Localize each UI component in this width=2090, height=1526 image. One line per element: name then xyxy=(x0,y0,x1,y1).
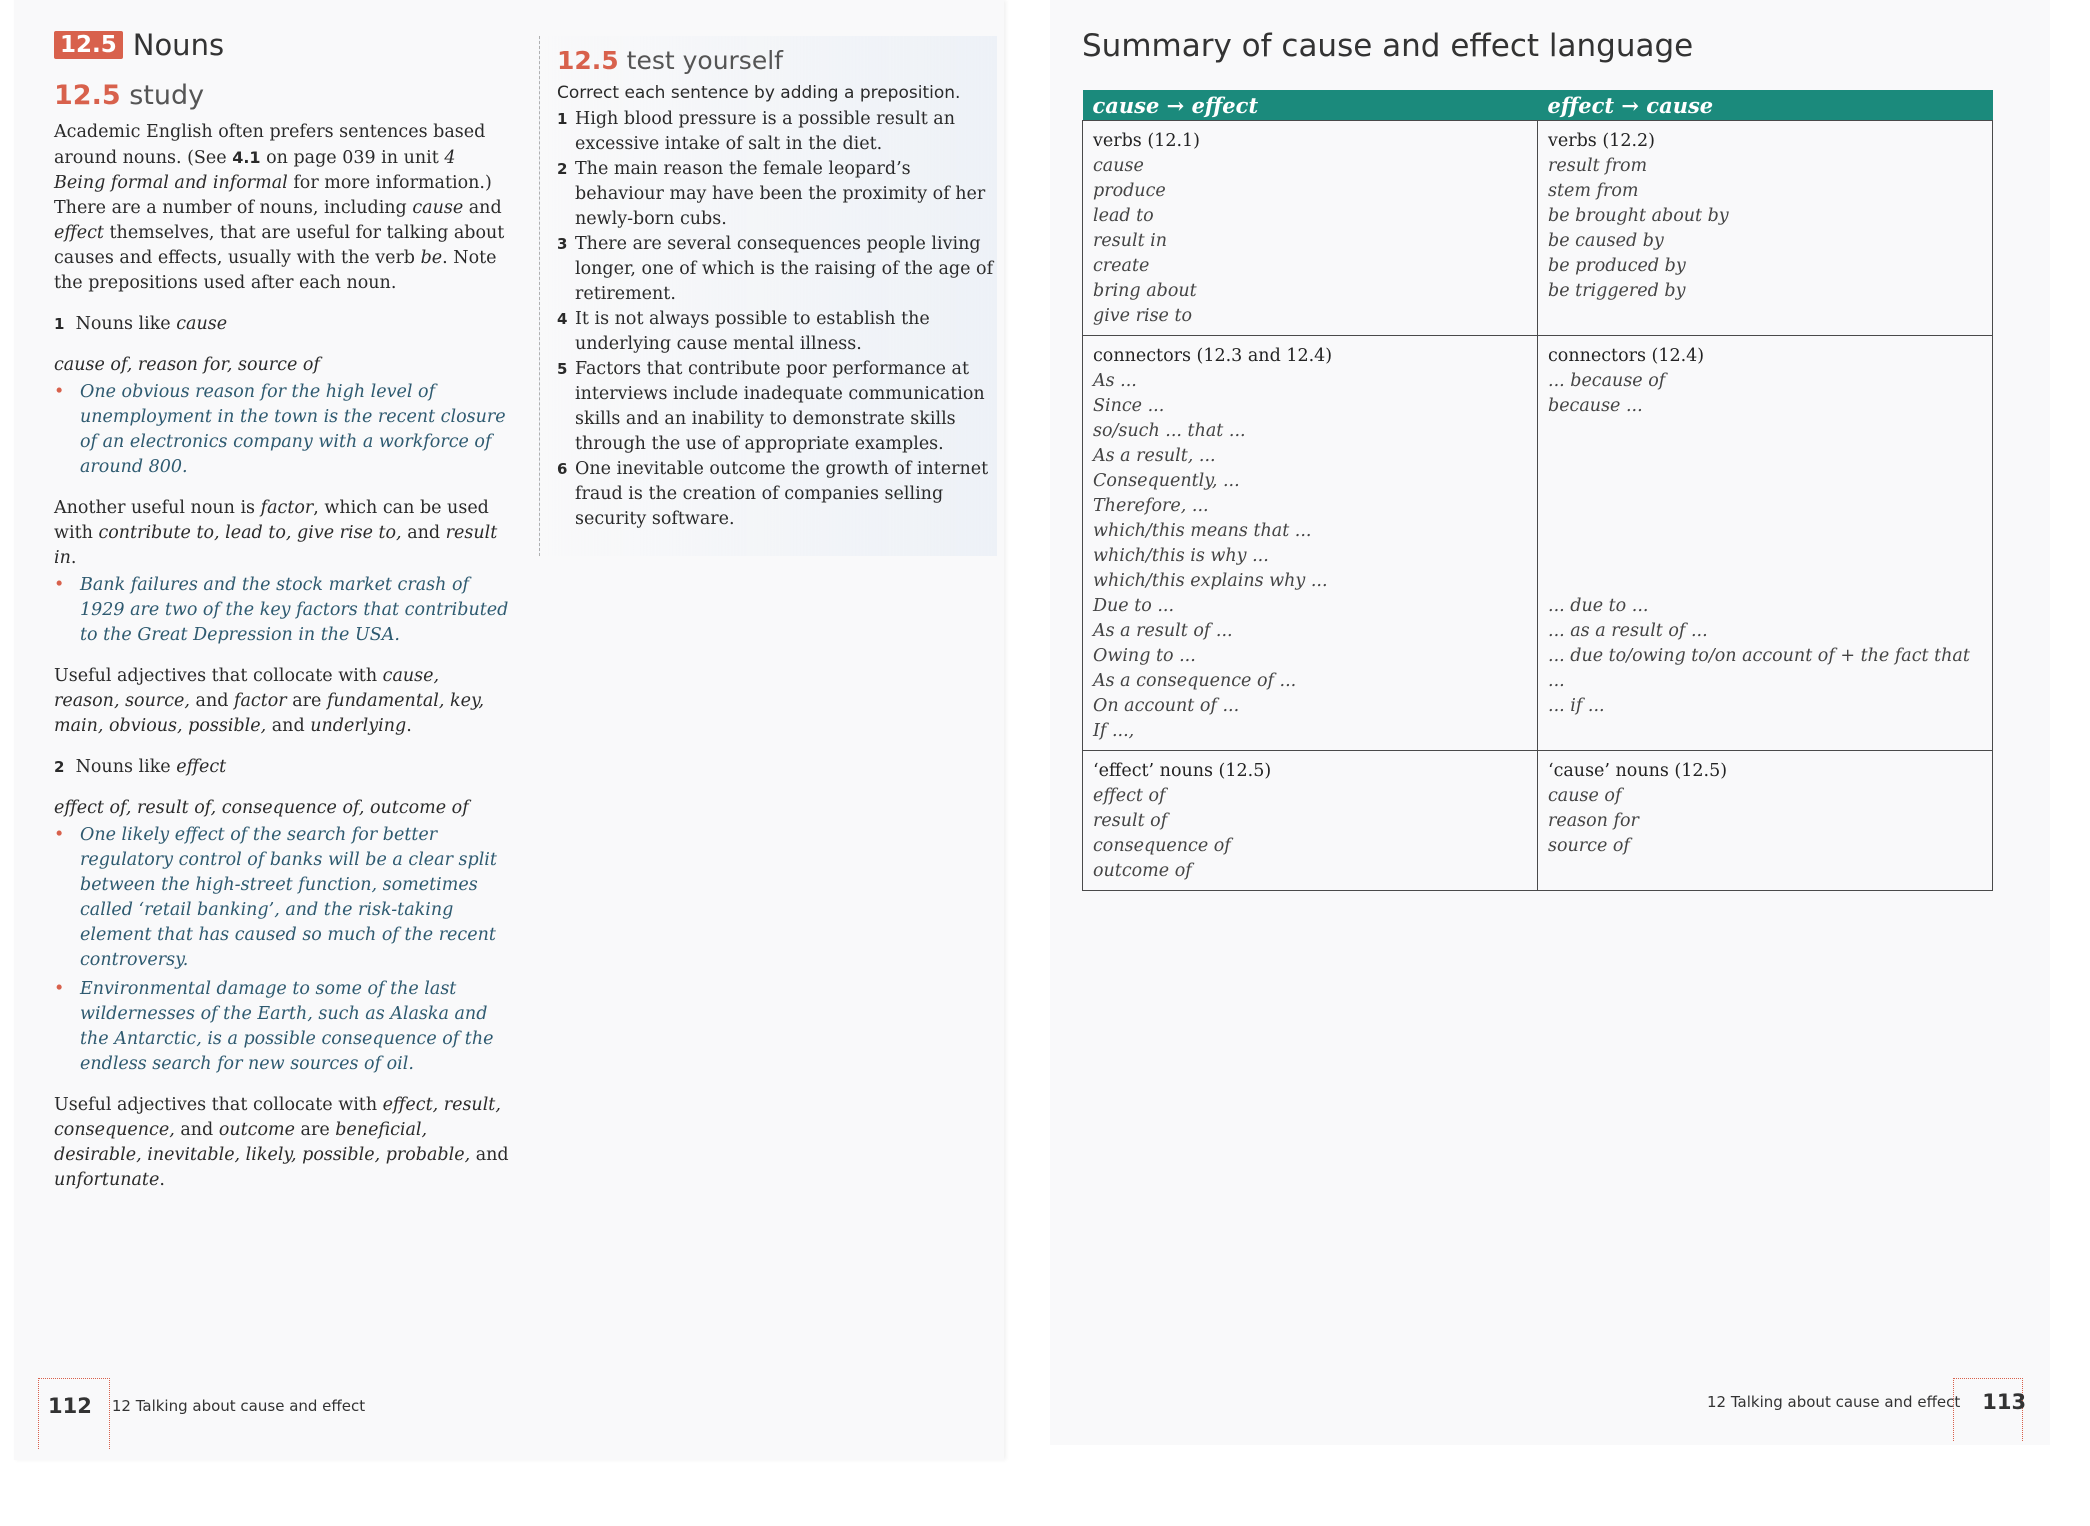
section-heading xyxy=(54,28,224,62)
header-cause-effect: cause → effect xyxy=(1083,90,1538,121)
test-item: 2 The main reason the female leopard’s behaviour may have been the proximity of her newly-born cubs. xyxy=(557,159,986,229)
part1-example: • One obvious reason for the high level of unemployment in the town is the recent closure of an electronics company with a workforce of around 800. xyxy=(54,380,509,480)
table-row xyxy=(1083,336,1993,751)
adjectives-paragraph-1: Useful adjectives that collocate with cause, reason, source, and factor are fundamental, key, main, obvious, possible, and underlying. xyxy=(54,666,485,736)
section-title: Nouns xyxy=(132,28,225,62)
section-number-badge: 12.5 xyxy=(54,31,123,59)
chapter-title: 12 Talking about cause and effect xyxy=(111,1397,366,1415)
verbs-effect-cause-cell: verbs (12.2) result from stem from be brought about by be caused by be produced by be triggered by xyxy=(1538,121,1993,336)
part2-example-1: • One likely effect of the search for better regulatory control of banks will be a clear split between the high-street function, sometimes called ‘retail banking’, and the risk-taking element that has caused so much of the recent controversy. xyxy=(54,823,509,973)
table-row xyxy=(1083,751,1993,891)
test-item: 6 One inevitable outcome the growth of internet fraud is the creation of companies selling security software. xyxy=(557,459,989,529)
intro-paragraph: Academic English often prefers sentences based around nouns. (See 4.1 on page 039 in unit 4 Being formal and informal for more information.) There are a number of nouns, including cause and effect themselves, that are useful for talking about causes and effects, usually with the verb be. Note the prepositions used after each noun. xyxy=(54,122,505,293)
verbs-cause-effect-cell: verbs (12.1) cause produce lead to result in create bring about give rise to xyxy=(1083,121,1538,336)
right-page xyxy=(1050,0,2050,1445)
left-footer xyxy=(48,1394,365,1418)
test-item: 5 Factors that contribute poor performance at interviews include inadequate communication skills and an inability to demonstrate skills through the use of appropriate examples. xyxy=(557,359,985,454)
part1-noun-list: cause of, reason for, source of xyxy=(54,355,320,375)
test-items xyxy=(557,107,997,532)
adjectives-paragraph-2: Useful adjectives that collocate with effect, result, consequence, and outcome are beneficial, desirable, inevitable, likely, possible, probable, and unfortunate. xyxy=(54,1095,509,1190)
summary-table xyxy=(1082,90,1993,891)
factor-example: • Bank failures and the stock market crash of 1929 are two of the key factors that contributed to the Great Depression in the USA. xyxy=(54,573,509,648)
connectors-effect-cause-cell: connectors (12.4) ... because of because ... ... due to ... ... as a result of ... ... due to/owing to/on account of + the fact that ... ... if ... xyxy=(1538,336,1993,751)
effect-nouns-cell: ‘effect’ nouns (12.5) effect of result of consequence of outcome of xyxy=(1083,751,1538,891)
part2-example-2: • Environmental damage to some of the last wildernesses of the Earth, such as Alaska and the Antarctic, is a possible consequence of the endless search for new sources of oil. xyxy=(54,977,509,1077)
cause-nouns-cell: ‘cause’ nouns (12.5) cause of reason for source of xyxy=(1538,751,1993,891)
connectors-cause-effect-cell: connectors (12.3 and 12.4) As ... Since ... so/such ... that ... As a result, ... Consequently, ... Therefore, ... which/this means that ... which/this is why ... which/this explains why ... Due to ... As a result of ... Owing to ... As a consequence of ... On account of ... If ..., xyxy=(1083,336,1538,751)
test-item: 1 High blood pressure is a possible result an excessive intake of salt in the diet. xyxy=(557,109,955,154)
summary-title: Summary of cause and effect language xyxy=(1082,28,1694,64)
right-footer xyxy=(1707,1390,2026,1414)
test-yourself-box xyxy=(539,36,997,556)
page-number: 112 xyxy=(48,1394,92,1418)
left-page xyxy=(14,0,1004,1460)
test-item: 4 It is not always possible to establish the underlying cause mental illness. xyxy=(557,309,930,354)
test-item: 3 There are several consequences people living longer, one of which is the raising of the age of retirement. xyxy=(557,234,994,304)
factor-paragraph: Another useful noun is factor, which can be used with contribute to, lead to, give rise to, and result in. xyxy=(54,498,498,568)
chapter-title: 12 Talking about cause and effect xyxy=(1707,1393,1961,1411)
part2-noun-list: effect of, result of, consequence of, outcome of xyxy=(54,798,469,818)
header-effect-cause: effect → cause xyxy=(1538,90,1993,121)
study-heading: 12.5 study xyxy=(54,80,205,111)
part2-heading: 2 Nouns like effect xyxy=(54,757,227,777)
test-yourself-heading: 12.5 test yourself xyxy=(557,46,783,75)
table-row xyxy=(1083,121,1993,336)
study-column xyxy=(54,120,509,1209)
test-instruction: Correct each sentence by adding a preposition. xyxy=(557,83,961,103)
part1-heading: 1 Nouns like cause xyxy=(54,314,228,334)
page-number: 113 xyxy=(1982,1390,2027,1414)
